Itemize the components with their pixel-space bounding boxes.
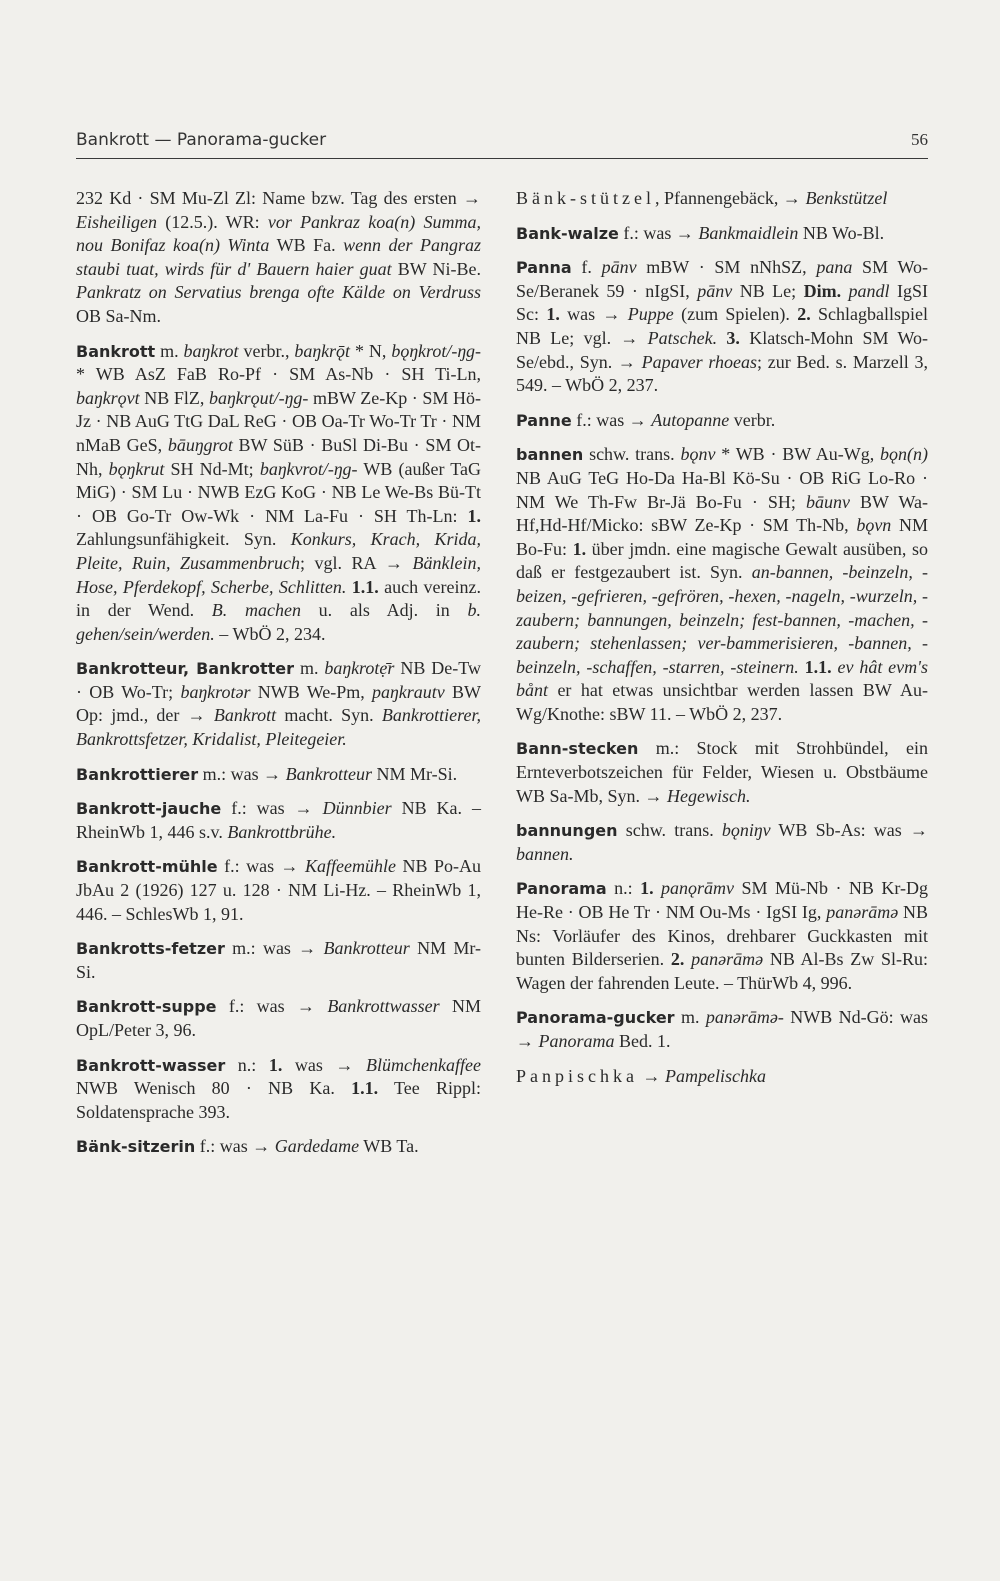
entry-italic-text: Benkstützel — [805, 188, 888, 208]
entry-italic-text: baŋkrotər — [180, 681, 251, 702]
dictionary-entry-bannungen — [516, 819, 928, 866]
entry-italic-text: baŋkrǫvt — [76, 387, 140, 408]
entry-italic-text: Bankrottierer, Bankrottsfetzer, Kridalist, Pleitegeier. — [76, 705, 481, 750]
entry-italic-text: Bankrottwasser — [327, 996, 440, 1017]
entry-italic-text: baŋkrǫut/-ŋg- — [209, 387, 309, 408]
entry-text: NB Le; — [732, 280, 804, 301]
entry-italic-text: pānv — [697, 280, 733, 301]
entry-italic-text: Pankratz on Servatius brenga ofte Kälde on Verdruss — [76, 282, 481, 303]
entry-italic-text: ev hât evm's bånt — [516, 656, 928, 701]
entry-italic-text: baŋkrǭt — [294, 340, 351, 361]
entry-text: was → — [282, 1054, 367, 1075]
entry-headword: Panorama — [516, 879, 607, 899]
entry-text: IgSI Sc: — [516, 280, 929, 325]
entry-italic-text: Eisheiligen — [76, 211, 157, 232]
dictionary-entry-panorama — [516, 877, 928, 995]
dictionary-entry-bankrott-wasser — [76, 1054, 481, 1125]
entry-headword: Bänk-stützel — [516, 188, 655, 208]
entry-text: f.: was → — [571, 409, 652, 430]
page-number: 56 — [911, 130, 928, 149]
entry-text: Schlagballspiel NB Le; vgl. → — [516, 304, 928, 348]
entry-text: über jmdn. eine magische Gewalt ausüben, so daß er festgezaubert ist. Syn. — [516, 538, 929, 583]
entry-text: SH Nd-Mt; — [164, 458, 260, 479]
dictionary-entry-bann-stecken — [516, 737, 928, 808]
entry-italic-text: bǫniŋv — [721, 820, 771, 841]
entry-text: f.: was → — [195, 1136, 275, 1157]
entry-italic-text: bannen. — [516, 843, 574, 864]
entry-italic-text: bǫŋkrot/-ŋg- — [391, 340, 481, 361]
header-title: Bankrott — Panorama-gucker — [76, 130, 327, 150]
entry-italic-text: Panorama — [538, 1031, 615, 1051]
dictionary-entry-bankrott — [76, 340, 481, 647]
dictionary-entry-cont — [76, 187, 481, 329]
entry-italic-text: bǫŋkrut — [108, 458, 165, 479]
entry-text: u. als Adj. in — [300, 600, 468, 621]
entry-headword: Bänk-sitzerin — [76, 1137, 196, 1157]
entry-text: WB Sb-As: was → — [770, 820, 928, 841]
entry-text — [654, 878, 661, 898]
entry-italic-text: vor Pankraz koa(n) Summa, nou Bonifaz koa(n) Winta — [76, 211, 481, 256]
entry-text: NB Ns: Vorläufer des Kinos, drehbarer Guckkasten mit bunten Bilderserien. — [516, 902, 929, 970]
dictionary-entry-panna — [516, 256, 928, 398]
entry-italic-text: pandl — [848, 280, 890, 301]
entry-text: NM Mr-Si. — [372, 763, 458, 784]
entry-sense-number: 2. — [797, 304, 811, 325]
dictionary-entry-bankrotteur — [76, 657, 481, 751]
entry-sense-number: 1.1. — [351, 1078, 379, 1099]
entry-text: macht. Syn. — [276, 705, 382, 726]
entry-text: (zum Spielen). — [673, 304, 798, 325]
entry-italic-text: baŋkrot — [183, 340, 239, 361]
entry-text: Bed. 1. — [614, 1031, 671, 1051]
entry-text: m. — [155, 340, 184, 361]
entry-text: m. — [674, 1007, 706, 1028]
entry-italic-text: baŋkvrot/-ŋg- — [259, 458, 358, 479]
dictionary-entry-panpischka — [516, 1065, 928, 1089]
entry-sense-number: 1. — [572, 538, 587, 559]
entry-headword: Bankrotteur, Bankrotter — [76, 659, 295, 679]
dictionary-entry-bankrotts-fetzer — [76, 937, 481, 984]
entry-headword: Bankrott-jauche — [76, 799, 222, 819]
entry-text: WB Ta. — [359, 1136, 419, 1157]
entry-sense-number: 1. — [268, 1054, 283, 1075]
entry-text: NB De-Tw · OB Wo-Tr; — [76, 658, 481, 702]
dictionary-entry-panne — [516, 409, 928, 433]
entry-italic-text: bǫn(n) — [880, 444, 928, 465]
entry-italic-text: panərāmə — [826, 902, 899, 923]
entry-headword: Panna — [516, 258, 572, 278]
entry-text: NWB Nd-Gö: was → — [516, 1007, 928, 1051]
entry-italic-text: panərāmə — [691, 949, 764, 970]
entry-text: NM Bo-Fu: — [516, 515, 928, 559]
entry-text: Zahlungsunfähigkeit. Syn. — [76, 529, 291, 550]
entry-text: SM Mü-Nb · NB Kr-Dg He-Re · OB He Tr · NM Ou-Ms · IgSI Ig, — [516, 878, 928, 923]
dictionary-entry-bannen — [516, 443, 928, 726]
entry-text: SM Wo-Se/Beranek 59 · nIgSI, — [516, 257, 928, 301]
entry-italic-text: B. machen — [211, 600, 301, 621]
entry-text: (12.5.). WR: — [156, 211, 268, 232]
entry-text: NB Al-Bs Zw Sl-Ru: Wagen der fahrenden Leute. – ThürWb 4, 996. — [516, 949, 928, 993]
entry-italic-text: pānv — [601, 257, 637, 278]
entry-text: m.: was → — [198, 763, 286, 784]
entry-sense-number: 1. — [467, 505, 481, 526]
entry-italic-text: panərāmə- — [705, 1007, 784, 1028]
entry-text: was → — [559, 304, 628, 325]
entry-text: verbr. — [729, 409, 776, 430]
entry-text: WB (außer TaG MiG) · SM Lu · NWB EzG KoG · NB Le We-Bs Bü-Tt · OB Go-Tr Ow-Wk · NM La-Fu · SH Th-Ln: — [76, 458, 482, 526]
entry-text: NB FlZ, — [139, 387, 209, 408]
dictionary-entry-bankrott-muehle — [76, 855, 481, 926]
entry-italic-text: b. gehen/sein/werden. — [76, 600, 481, 644]
entry-text: * WB · BW Au-Wg, — [715, 444, 880, 465]
entry-text: BW Op: jmd., der → — [76, 681, 482, 726]
entry-text: n.: — [606, 878, 641, 899]
dictionary-entry-baenk-stuetzel — [516, 187, 928, 211]
entry-text: NM OpL/Peter 3, 96. — [76, 996, 481, 1040]
entry-text: f.: was → — [618, 222, 699, 243]
entry-sense-number: Dim. — [803, 280, 842, 301]
entry-italic-text: baŋkrotẹ̄r — [324, 658, 395, 679]
entry-sense-number: 1.1. — [804, 656, 832, 677]
entry-text: BW SüB · BuSl Di-Bu · SM Ot-Nh, — [76, 434, 482, 479]
entry-italic-text: Pampelischka — [664, 1065, 766, 1086]
entry-sense-number: 1. — [640, 878, 654, 899]
left-column — [76, 187, 481, 1170]
entry-headword: Bank-walze — [516, 223, 619, 243]
entry-italic-text: Bankrott — [213, 705, 277, 726]
entry-italic-text: Dünnbier — [322, 798, 392, 819]
entry-italic-text: Blümchenkaffee — [366, 1054, 481, 1075]
entry-headword: Bann-stecken — [516, 739, 639, 759]
entry-italic-text: panǫrāmv — [661, 878, 735, 899]
dictionary-entry-bankrott-suppe — [76, 995, 481, 1042]
entry-text: ; zur Bed. s. Marzell 3, 549. – WbÖ 2, 237. — [516, 351, 929, 396]
entry-headword: Bankrotts-fetzer — [76, 939, 225, 959]
entry-text: * N, — [350, 340, 392, 361]
entry-italic-text: Bankmaidlein — [698, 222, 799, 243]
entry-italic-text: Bänklein, Hose, Pferdekopf, Scherbe, Schlitten. — [76, 552, 481, 597]
entry-italic-text: Kaffeemühle — [305, 856, 397, 877]
entry-headword: bannungen — [516, 821, 618, 841]
dictionary-entry-bankrottierer — [76, 763, 481, 787]
entry-headword: bannen — [516, 445, 584, 465]
entry-text: BW Wa-Hf,Hd-Hf/Micko: sBW Ze-Kp · SM Th-Nb, — [516, 491, 928, 536]
entry-text: m.: Stock mit Strohbündel, ein Ernteverbotszeichen für Felder, Wiesen u. Obstbäume WB Sa-Mb, Syn. → — [516, 738, 928, 806]
entry-sense-number: 2. — [670, 949, 685, 970]
entry-headword: Panne — [516, 410, 572, 430]
entry-italic-text: paŋkrautv — [372, 681, 445, 702]
entry-text: mBW Ze-Kp · SM Hö-Jz · NB AuG TtG DaL ReG · OB Oa-Tr Wo-Tr Tr · NM nMaB GeS, — [76, 387, 482, 455]
running-header — [76, 130, 928, 159]
entry-text: n.: — [225, 1054, 269, 1075]
entry-text: , Pfannengebäck, → — [654, 188, 806, 208]
entry-italic-text: Bankrottbrühe. — [227, 821, 337, 842]
entry-text: f. — [571, 257, 602, 278]
dictionary-entry-baenk-sitzerin — [76, 1135, 481, 1159]
entry-italic-text: Papaver rhoeas — [641, 351, 758, 372]
entry-italic-text: bāunv — [805, 491, 850, 512]
entry-headword: Bankrott-wasser — [76, 1055, 226, 1075]
entry-text: NWB Wenisch 80 · NB Ka. — [76, 1078, 352, 1099]
entry-text: Klatsch-Mohn SM Wo-Se/ebd., Syn. → — [516, 327, 929, 372]
entry-text: m.: was → — [224, 938, 324, 959]
entry-headword: Bankrott — [76, 341, 156, 361]
entry-text: – WbÖ 2, 234. — [214, 623, 326, 644]
entry-headword: Panpischka — [516, 1065, 638, 1086]
dictionary-entry-bank-walze — [516, 222, 928, 246]
entry-headword: Bankrott-mühle — [76, 857, 218, 877]
entry-text: NB Wo-Bl. — [798, 222, 885, 243]
dictionary-entry-bankrott-jauche — [76, 797, 481, 844]
entry-italic-text: bǫvn — [856, 515, 892, 536]
entry-sense-number: 1.1. — [351, 576, 379, 597]
entry-text: → — [637, 1065, 665, 1086]
entry-headword: Bankrottierer — [76, 764, 199, 784]
entry-italic-text: an-bannen, -beinzeln, -beizen, -gefrieren, -gefrören, -hexen, -nageln, -wurzeln, -zaubern; bannungen, beinzeln; fest-bannen, -machen, -zaubern; stehenlassen; ver-bammerisieren, -bannen, -beinzeln, -schaffen, -starren, -steinern. — [516, 562, 928, 677]
entry-sense-number: 1. — [546, 304, 560, 325]
entry-italic-text: wenn der Pangraz staubi tuat, wirds für d' Bauern haier guat — [76, 235, 482, 279]
entry-italic-text: Patschek. — [647, 327, 718, 348]
entry-text: verbr., — [238, 340, 295, 361]
entry-text: NB AuG TeG Ho-Da Ha-Bl Kö-Su · OB RiG Lo-Ro · NM We Th-Fw Br-Jä Bo-Fu · SH; — [516, 467, 928, 512]
entry-text: f.: was → — [217, 856, 306, 877]
entry-text: f.: was → — [221, 798, 323, 819]
entry-text: BW Ni-Be. — [391, 258, 481, 279]
entry-text: WB Fa. — [269, 235, 344, 256]
entry-italic-text: bǫnv — [680, 444, 716, 465]
entry-text: schw. trans. — [583, 444, 681, 465]
entry-text: schw. trans. — [617, 820, 722, 841]
entry-text: m. — [294, 658, 325, 679]
entry-italic-text: Hegewisch. — [667, 785, 751, 806]
entry-italic-text: Konkurs, Krach, Krida, Pleite, Ruin, Zusammenbruch — [76, 529, 481, 573]
entry-italic-text: Bankrotteur — [323, 938, 410, 959]
entry-text: * WB AsZ FaB Ro-Pf · SM As-Nb · SH Ti-Ln, — [76, 364, 481, 385]
entry-text: f.: was → — [216, 996, 328, 1017]
right-column — [516, 187, 928, 1099]
entry-italic-text: bāuŋgrot — [167, 434, 233, 455]
entry-text: OB Sa-Nm. — [76, 305, 161, 326]
entry-text: NB Ka. – RheinWb 1, 446 s.v. — [76, 798, 481, 842]
entry-text: NWB We-Pm, — [250, 681, 373, 702]
entry-italic-text: Autopanne — [651, 409, 730, 430]
entry-italic-text: Bankrotteur — [285, 763, 372, 784]
entry-text: ; vgl. RA → — [299, 552, 413, 573]
entry-italic-text: Gardedame — [274, 1136, 360, 1157]
entry-headword: Bankrott-suppe — [76, 997, 217, 1017]
entry-text: 232 Kd · SM Mu-Zl Zl: Name bzw. Tag des ersten → — [76, 188, 481, 208]
entry-headword: Panorama-gucker — [516, 1008, 675, 1028]
entry-text: Tee Rippl: Soldatensprache 393. — [76, 1078, 481, 1122]
entry-text — [841, 281, 848, 301]
entry-text: mBW · SM nNhSZ, — [636, 257, 817, 278]
entry-text: er hat etwas unsichtbar werden lassen BW Au-Wg/Knothe: sBW 11. – WbÖ 2, 237. — [516, 680, 928, 724]
entry-text: NM Mr-Si. — [76, 938, 481, 982]
entry-text: auch vereinz. in der Wend. — [76, 576, 482, 621]
dictionary-entry-panorama-gucker — [516, 1006, 928, 1053]
entry-text: NB Po-Au JbAu 2 (1926) 127 u. 128 · NM Li-Hz. – RheinWb 1, 446. – SchlesWb 1, 91. — [76, 856, 481, 924]
entry-sense-number: 3. — [726, 327, 740, 348]
entry-italic-text: pana — [816, 257, 853, 278]
entry-italic-text: Puppe — [627, 304, 674, 325]
